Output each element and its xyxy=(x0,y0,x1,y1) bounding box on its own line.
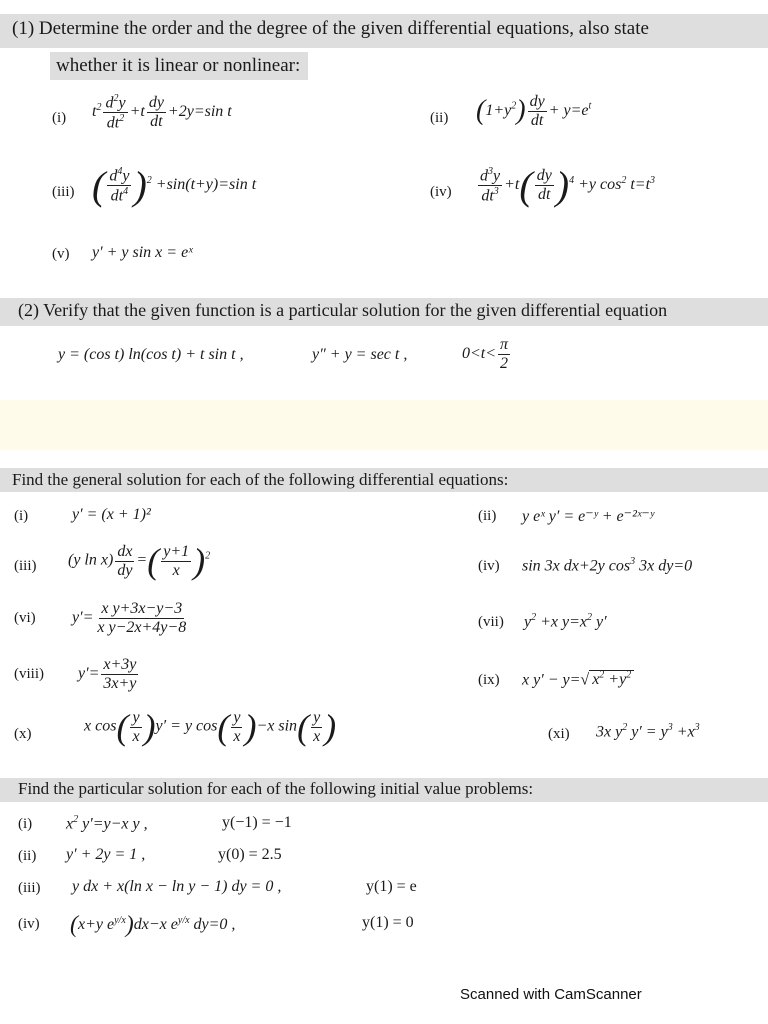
condition-4-iii: y(1) = e xyxy=(366,878,417,895)
eq-label: (v) xyxy=(52,246,70,262)
condition-4-iv: y(1) = 0 xyxy=(362,914,414,931)
equation-3-vii: $y^2 +x$ $y=x^2$ y′ xyxy=(524,612,607,631)
equation-3-ix: x y′ − y=√ $x^2 +y^2$ xyxy=(522,670,634,689)
eq-label: (xi) xyxy=(548,726,570,742)
section2-interval: 0<t< $\frac{\pi}{2}$ xyxy=(462,336,509,372)
eq-label: (ix) xyxy=(478,672,500,688)
equation-1-iv: $\frac{d^3y}{dt^3}$ +t( $\frac{dy}{dt}$ )$^4$ +y $\cos^2 t=t^3$ xyxy=(480,163,656,208)
section2-title: (2) Verify that the given function is a particular solution for the given differential equation xyxy=(18,300,668,320)
eq-label: (viii) xyxy=(14,666,44,682)
equation-3-viii: y′= $\frac{x+3y}{3x+y}$ xyxy=(78,656,137,692)
eq-label: (iv) xyxy=(18,916,40,932)
section1-title: (1) Determine the order and the degree of the given differential equations, also state xyxy=(12,18,649,39)
equation-3-xi: 3x $y^2$ $y' = y^3 +x^3$ xyxy=(596,722,700,741)
condition-4-ii: y(0) = 2.5 xyxy=(218,846,282,863)
eq-label: (iii) xyxy=(14,558,37,574)
eq-label: (iii) xyxy=(52,184,75,200)
equation-3-x: x cos( $\frac{y}{x}$ )y′ = y cos( $\frac{y}{x}$ )−x sin( $\frac{y}{x}$ ) xyxy=(84,707,337,747)
equation-3-iv: sin 3x dx+2y $\cos^3 3x$ dy=0 xyxy=(522,556,693,575)
equation-4-ii: y′ + 2y = 1 , xyxy=(66,846,146,863)
eq-label: (i) xyxy=(52,110,67,126)
equation-1-i: $t^2$ $\frac{d^2y}{dt^2}$ +t $\frac{dy}{dt}$ +2y=sin t xyxy=(92,93,232,132)
eq-label: (iv) xyxy=(478,558,500,574)
section3-title: Find the general solution for each of the following differential equations: xyxy=(12,470,509,489)
section2-equation: y″ + y = sec t , xyxy=(312,346,408,363)
camscanner-watermark: Scanned with CamScanner xyxy=(460,986,642,1003)
scan-tint xyxy=(0,400,768,450)
equation-1-iii: ( $\frac{d^4y}{dt^4}$ )$^2$ +sin(t+y)=sin t xyxy=(92,163,257,208)
condition-4-i: y(−1) = −1 xyxy=(222,814,292,831)
equation-3-i: y′ = (x + 1)² xyxy=(72,506,151,523)
eq-label: (iii) xyxy=(18,880,41,896)
eq-label: (x) xyxy=(14,726,32,742)
equation-4-i: $x^2$ y′=y−x y , xyxy=(66,814,148,833)
equation-3-vi: y′= $\frac{\text{x y+3x−y−3}}{\text{x y−2x+4y−8}}$ xyxy=(72,600,187,636)
section1-subtitle: whether it is linear or nonlinear: xyxy=(56,55,301,76)
eq-label: (vii) xyxy=(478,614,504,630)
eq-label: (i) xyxy=(18,816,33,832)
eq-label: (ii) xyxy=(18,848,37,864)
equation-3-iii: (y ln x) $\frac{dx}{dy}$ =( $\frac{y+1}{x}$ )$^2$ xyxy=(68,541,211,581)
eq-label: (i) xyxy=(14,508,29,524)
eq-label: (iv) xyxy=(430,184,452,200)
equation-1-ii: $(1+y^2)$ $\frac{dy}{dt}$ + $y=e^t$ xyxy=(476,93,592,129)
eq-label: (ii) xyxy=(430,110,449,126)
equation-4-iv: (x+y $e^{y/x})dx-x$ $e^{y/x}$ dy=0 , xyxy=(70,912,236,938)
equation-4-iii: y dx + x(ln x − ln y − 1) dy = 0 , xyxy=(72,878,282,895)
section4-title: Find the particular solution for each of the following initial value problems: xyxy=(18,779,534,798)
section2-function: y = (cos t) ln(cos t) + t sin t , xyxy=(58,346,244,363)
equation-3-ii: y eˣ y′ = e⁻ʸ + e⁻²ˣ⁻ʸ xyxy=(522,508,654,525)
eq-label: (ii) xyxy=(478,508,497,524)
equation-1-v: y′ + y sin x = eˣ xyxy=(92,244,193,261)
eq-label: (vi) xyxy=(14,610,36,626)
